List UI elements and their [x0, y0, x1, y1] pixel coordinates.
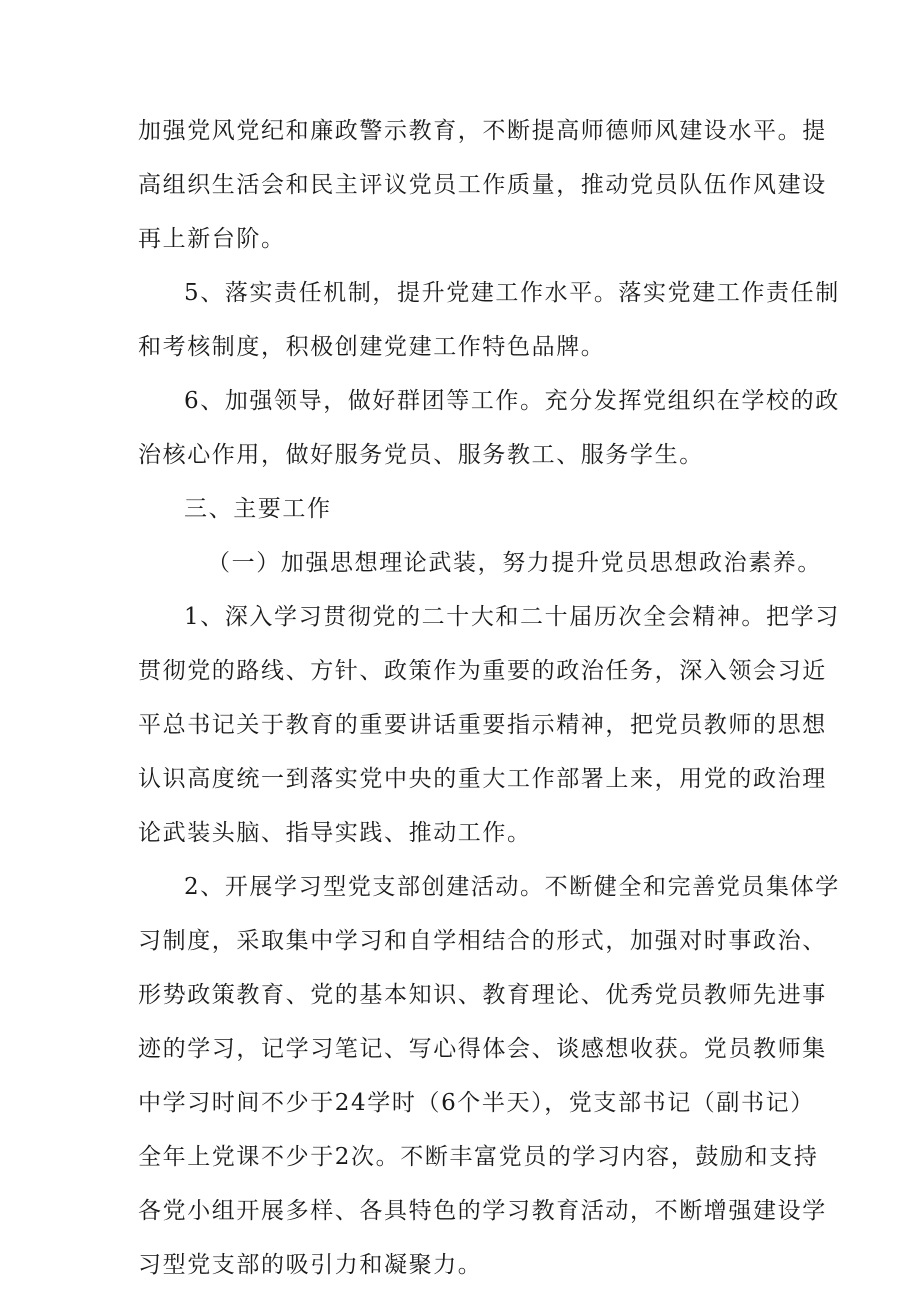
paragraph-line: 贯彻党的路线、方针、政策作为重要的政治任务，深入领会习近	[138, 658, 827, 684]
paragraph-line: 习制度，采取集中学习和自学相结合的形式，加强对时事政治、	[138, 928, 827, 954]
paragraph-line: 再上新台阶。	[138, 226, 286, 252]
section-heading: 三、主要工作	[184, 496, 332, 522]
paragraph-line: 形势政策教育、党的基本知识、教育理论、优秀党员教师先进事	[138, 982, 827, 1008]
paragraph-line: 6、加强领导，做好群团等工作。充分发挥党组织在学校的政	[184, 388, 840, 414]
paragraph-line: 和考核制度，积极创建党建工作特色品牌。	[138, 334, 606, 360]
subsection-heading: （一）加强思想理论武装，努力提升党员思想政治素养。	[207, 550, 822, 576]
paragraph-line: 中学习时间不少于24学时（6个半天），党支部书记（副书记）	[138, 1090, 815, 1116]
paragraph-line: 认识高度统一到落实党中央的重大工作部署上来，用党的政治理	[138, 766, 827, 792]
paragraph-line: 全年上党课不少于2次。不断丰富党员的学习内容，鼓励和支持	[138, 1144, 819, 1170]
paragraph-line: 加强党风党纪和廉政警示教育，不断提高师德师风建设水平。提	[138, 118, 827, 144]
paragraph-line: 习型党支部的吸引力和凝聚力。	[138, 1252, 483, 1278]
paragraph-line: 高组织生活会和民主评议党员工作质量，推动党员队伍作风建设	[138, 172, 827, 198]
paragraph-line: 5、落实责任机制，提升党建工作水平。落实党建工作责任制	[184, 280, 840, 306]
paragraph-line: 治核心作用，做好服务党员、服务教工、服务学生。	[138, 442, 704, 468]
paragraph-line: 平总书记关于教育的重要讲话重要指示精神，把党员教师的思想	[138, 712, 827, 738]
paragraph-line: 1、深入学习贯彻党的二十大和二十届历次全会精神。把学习	[184, 604, 840, 630]
paragraph-line: 2、开展学习型党支部创建活动。不断健全和完善党员集体学	[184, 874, 840, 900]
paragraph-line: 论武装头脑、指导实践、推动工作。	[138, 820, 532, 846]
paragraph-line: 各党小组开展多样、各具特色的学习教育活动，不断增强建设学	[138, 1198, 827, 1224]
document-page	[138, 108, 840, 1296]
paragraph-line: 迹的学习，记学习笔记、写心得体会、谈感想收获。党员教师集	[138, 1036, 827, 1062]
